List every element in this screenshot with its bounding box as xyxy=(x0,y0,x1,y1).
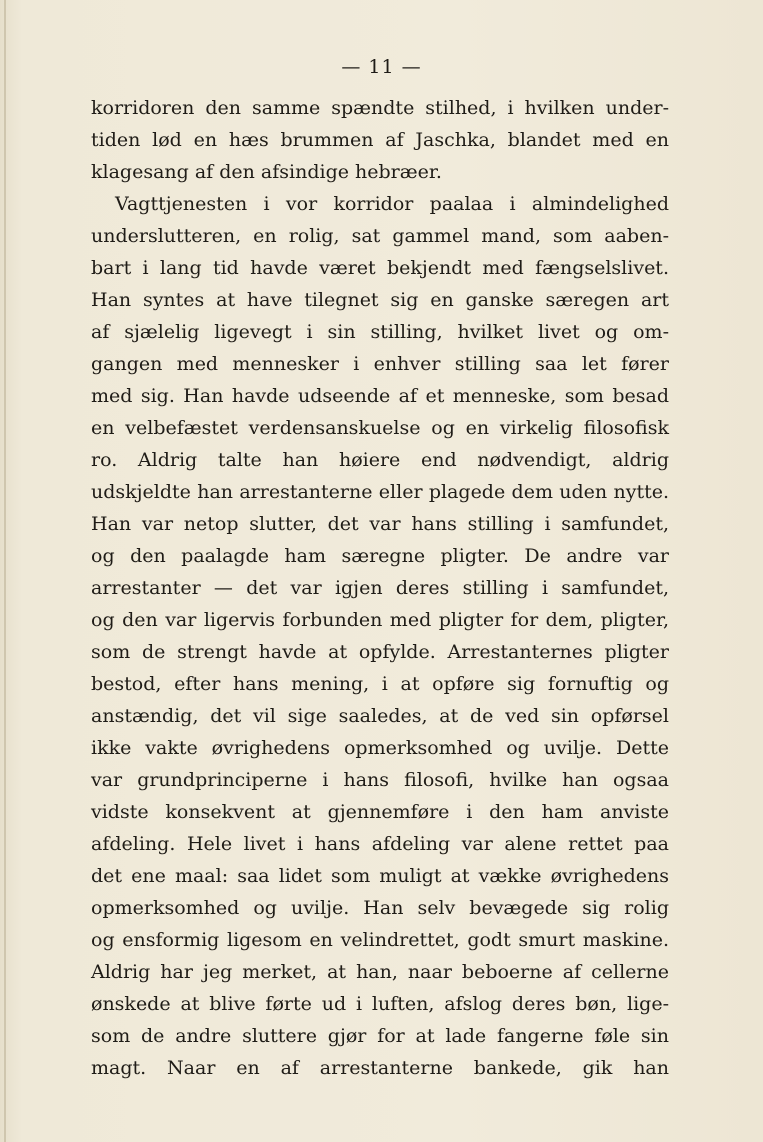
text-line: ønskede at blive førte ud i luften, afslog deres bøn, lige- xyxy=(91,993,669,1015)
text-line: udskjeldte han arrestanterne eller plagede dem uden nytte. xyxy=(91,481,669,503)
text-line: underslutteren, en rolig, sat gammel mand, som aaben- xyxy=(91,225,669,247)
text-line: med sig. Han havde udseende af et menneske, som besad xyxy=(91,385,669,407)
text-line: bestod, efter hans mening, i at opføre sig fornuftig og xyxy=(91,673,669,695)
text-line: vidste konsekvent at gjennemføre i den ham anviste xyxy=(91,801,669,823)
text-line: det ene maal: saa lidet som muligt at vække øvrighedens xyxy=(91,865,669,887)
text-line: og den var ligervis forbunden med pligter for dem, pligter, xyxy=(91,609,669,631)
text-line: opmerksomhed og uvilje. Han selv bevægede sig rolig xyxy=(91,897,669,919)
text-line: tiden lød en hæs brummen af Jaschka, blandet med en xyxy=(91,129,669,151)
text-line: Han var netop slutter, det var hans stilling i samfundet, xyxy=(91,513,669,535)
text-line: bart i lang tid havde været bekjendt med fængselslivet. xyxy=(91,257,669,279)
text-line: Han syntes at have tilegnet sig en ganske særegen art xyxy=(91,289,669,311)
text-line: som de strengt havde at opfylde. Arrestanternes pligter xyxy=(91,641,669,663)
page-edge xyxy=(4,0,6,1142)
text-line: klagesang af den afsindige hebræer. xyxy=(91,161,442,183)
body-text xyxy=(91,92,669,1084)
text-line: ikke vakte øvrighedens opmerksomhed og uvilje. Dette xyxy=(91,737,669,759)
text-line: Vagttjenesten i vor korridor paalaa i almindelighed xyxy=(115,193,669,215)
text-line: en velbefæstet verdensanskuelse og en virkelig filosofisk xyxy=(91,417,669,439)
text-line: anstændig, det vil sige saaledes, at de ved sin opførsel xyxy=(91,705,669,727)
text-line: ro. Aldrig talte han høiere end nødvendigt, aldrig xyxy=(91,449,669,471)
text-line: og ensformig ligesom en velindrettet, godt smurt maskine. xyxy=(91,929,669,951)
text-line: magt. Naar en af arrestanterne bankede, gik han xyxy=(91,1057,669,1079)
text-line: arrestanter — det var igjen deres stilling i samfundet, xyxy=(91,577,669,599)
text-line: og den paalagde ham særegne pligter. De andre var xyxy=(91,545,669,567)
text-line: afdeling. Hele livet i hans afdeling var alene rettet paa xyxy=(91,833,669,855)
text-line: var grundprinciperne i hans filosofi, hvilke han ogsaa xyxy=(91,769,669,791)
page-number: — 11 — xyxy=(341,56,422,78)
text-line: gangen med mennesker i enhver stilling saa let fører xyxy=(91,353,669,375)
text-line: af sjælelig ligevegt i sin stilling, hvilket livet og om- xyxy=(91,321,669,343)
text-line: korridoren den samme spændte stilhed, i hvilken under- xyxy=(91,97,669,119)
text-line: Aldrig har jeg merket, at han, naar beboerne af cellerne xyxy=(91,961,669,983)
text-line: som de andre sluttere gjør for at lade fangerne føle sin xyxy=(91,1025,669,1047)
